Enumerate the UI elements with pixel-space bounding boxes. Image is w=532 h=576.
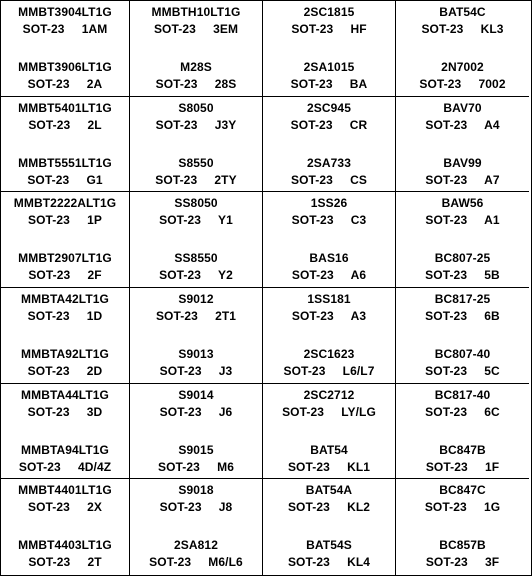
package-marking: [130, 21, 262, 38]
part-entry: [263, 291, 395, 325]
package-type: SOT-23: [22, 22, 65, 36]
package-type: SOT-23: [159, 268, 202, 283]
table-cell: [130, 479, 263, 575]
part-entry: [263, 100, 395, 134]
marking-code: 1F: [484, 459, 500, 474]
table-cell: [396, 97, 529, 193]
part-entry: [130, 155, 262, 189]
package-type: SOT-23: [425, 555, 468, 570]
marking-code: 2A: [86, 77, 103, 91]
package-marking: [263, 21, 395, 38]
package-type: SOT-23: [287, 555, 330, 570]
package-marking: [396, 363, 529, 380]
package-marking: [1, 459, 129, 476]
marking-code: 7002: [478, 77, 506, 91]
part-entry: [396, 100, 529, 134]
part-number: 2SA812: [174, 538, 218, 553]
table-cell: [396, 288, 529, 384]
table-cell: [130, 192, 263, 288]
package-type: SOT-23: [27, 77, 70, 91]
package-type: SOT-23: [27, 404, 70, 419]
package-marking: [1, 404, 129, 421]
package-type: SOT-23: [28, 555, 71, 570]
part-entry: [1, 59, 129, 93]
package-marking: [263, 172, 395, 189]
table-cell: [1, 97, 130, 193]
table-cell: [130, 1, 263, 97]
part-entry: [396, 291, 529, 325]
package-marking: [396, 308, 529, 325]
part-number: 2SA1015: [303, 60, 355, 74]
package-type: SOT-23: [18, 459, 61, 474]
part-entry: [130, 195, 262, 229]
part-entry: [1, 195, 129, 229]
part-number: S9012: [178, 291, 214, 306]
package-type: SOT-23: [27, 172, 70, 187]
marking-code: 2D: [86, 363, 103, 378]
package-marking: [263, 267, 395, 284]
package-type: SOT-23: [159, 404, 202, 419]
marking-code: 2T: [87, 555, 102, 570]
package-type: SOT-23: [282, 404, 325, 419]
part-number: 2N7002: [441, 60, 484, 74]
package-type: SOT-23: [287, 500, 330, 515]
package-marking: [263, 554, 395, 571]
package-type: SOT-23: [290, 77, 333, 91]
table-cell: [263, 479, 396, 575]
part-number: MMBT4401LT1G: [18, 483, 112, 498]
package-marking: [1, 554, 129, 571]
part-number: 2SC1623: [303, 346, 355, 361]
package-marking: [263, 117, 395, 134]
part-number: MMBTA94LT1G: [21, 442, 109, 457]
part-number: BAS16: [309, 251, 349, 266]
part-number: SS8550: [174, 251, 218, 266]
table-cell: [1, 1, 130, 97]
marking-code: 1P: [87, 213, 102, 228]
part-entry: [130, 291, 262, 325]
marking-code: G1: [86, 172, 103, 187]
part-entry: [263, 195, 395, 229]
part-number: BC847C: [439, 483, 486, 498]
marking-code: A3: [350, 308, 367, 323]
part-number: MMBT3904LT1G: [18, 5, 112, 19]
package-type: SOT-23: [424, 500, 467, 515]
marking-code: CR: [349, 117, 368, 132]
marking-code: 1AM: [81, 22, 108, 36]
table-cell: [263, 192, 396, 288]
part-entry: [130, 442, 262, 476]
part-number: 2SC1815: [303, 5, 355, 19]
part-number: S9015: [178, 442, 214, 457]
package-marking: [396, 267, 529, 284]
part-entry: [263, 155, 395, 189]
table-cell: [396, 479, 529, 575]
part-number: BAT54S: [306, 538, 352, 553]
marking-code: A6: [350, 268, 367, 283]
part-number: BAV70: [443, 100, 482, 115]
marking-code: 3F: [484, 555, 500, 570]
package-marking: [130, 172, 262, 189]
package-type: SOT-23: [158, 459, 200, 474]
part-number: SS8050: [174, 196, 218, 211]
marking-code: J8: [218, 500, 233, 515]
table-cell: [396, 192, 529, 288]
part-number: MMBTA44LT1G: [21, 387, 109, 402]
package-marking: [130, 267, 262, 284]
marking-code: L6/L7: [342, 363, 375, 378]
marking-code: A1: [484, 213, 500, 228]
package-type: SOT-23: [290, 117, 333, 132]
package-type: SOT-23: [287, 459, 330, 474]
table-cell: [263, 288, 396, 384]
marking-code: KL4: [347, 555, 371, 570]
marking-code: M6: [217, 459, 234, 474]
part-number: MMBT5401LT1G: [18, 100, 112, 115]
package-type: SOT-23: [153, 22, 196, 36]
package-type: SOT-23: [291, 308, 334, 323]
package-marking: [263, 363, 395, 380]
package-type: SOT-23: [27, 213, 70, 228]
marking-code: 3D: [86, 404, 103, 419]
package-type: SOT-23: [155, 117, 198, 132]
package-marking: [396, 459, 529, 476]
package-type: SOT-23: [27, 363, 70, 378]
package-type: SOT-23: [291, 22, 334, 36]
package-type: SOT-23: [28, 117, 71, 132]
part-entry: [1, 100, 129, 134]
table-cell: [396, 1, 529, 97]
part-number: MMBTA42LT1G: [21, 291, 109, 306]
package-type: SOT-23: [291, 172, 333, 187]
table-cell: [263, 384, 396, 480]
marking-code: KL2: [347, 500, 371, 515]
package-marking: [130, 404, 262, 421]
package-type: SOT-23: [425, 213, 468, 228]
package-marking: [1, 21, 129, 38]
package-marking: [130, 308, 262, 325]
table-cell: [1, 384, 130, 480]
package-type: SOT-23: [159, 500, 202, 515]
package-marking: [263, 499, 395, 516]
table-cell: [263, 97, 396, 193]
part-number: 2SC2712: [303, 387, 355, 402]
marking-code: A7: [484, 172, 500, 187]
package-marking: [1, 363, 129, 380]
part-entry: [130, 346, 262, 380]
marking-code: CS: [350, 172, 367, 187]
marking-code: LY/LG: [341, 404, 376, 419]
marking-code: 4D/4Z: [77, 459, 112, 474]
part-entry: [396, 537, 529, 571]
marking-code: J3Y: [214, 117, 237, 132]
part-entry: [396, 482, 529, 516]
part-entry: [263, 537, 395, 571]
package-marking: [396, 76, 529, 93]
package-type: SOT-23: [159, 363, 202, 378]
package-type: SOT-23: [425, 268, 468, 283]
part-entry: [1, 155, 129, 189]
part-entry: [396, 442, 529, 476]
marking-code: 2T1: [215, 308, 237, 323]
part-entry: [396, 155, 529, 189]
marking-code: Y1: [218, 213, 233, 228]
package-marking: [130, 554, 262, 571]
package-marking: [263, 212, 395, 229]
marking-code: 28S: [214, 77, 237, 91]
marking-code: 6B: [484, 308, 500, 323]
part-number: BAT54A: [305, 483, 353, 498]
package-marking: [1, 267, 129, 284]
part-number: BAT54C: [439, 5, 486, 19]
part-entry: [130, 537, 262, 571]
marking-code: BA: [349, 77, 368, 91]
package-marking: [396, 172, 529, 189]
marking-code: 2TY: [214, 172, 237, 187]
part-number: BC857B: [439, 538, 486, 553]
part-number: 1SS181: [307, 291, 351, 306]
part-entry: [396, 346, 529, 380]
package-marking: [1, 76, 129, 93]
package-marking: [130, 499, 262, 516]
part-entry: [263, 482, 395, 516]
part-entry: [1, 291, 129, 325]
part-entry: [130, 387, 262, 421]
part-number: BC817-25: [434, 291, 491, 306]
part-number: S9014: [178, 387, 214, 402]
package-type: SOT-23: [283, 363, 326, 378]
marking-code: J6: [218, 404, 233, 419]
part-number: MMBTA92LT1G: [21, 346, 109, 361]
package-type: SOT-23: [155, 77, 198, 91]
part-entry: [263, 346, 395, 380]
part-entry: [263, 59, 395, 93]
part-entry: [1, 387, 129, 421]
marking-code: 6C: [484, 404, 500, 419]
table-cell: [130, 288, 263, 384]
part-entry: [130, 482, 262, 516]
table-cell: [263, 1, 396, 97]
part-number: MMBT2222ALT1G: [13, 196, 117, 211]
marking-code: KL3: [480, 22, 504, 36]
part-number: BAW56: [441, 196, 484, 211]
package-marking: [396, 404, 529, 421]
part-entry: [130, 4, 262, 38]
part-number: BAV99: [443, 155, 482, 170]
part-number: BAT54: [310, 442, 348, 457]
package-marking: [130, 117, 262, 134]
package-type: SOT-23: [291, 213, 334, 228]
part-entry: [396, 59, 529, 93]
marking-code: M6/L6: [208, 555, 243, 570]
package-type: SOT-23: [149, 555, 192, 570]
part-entry: [130, 59, 262, 93]
table-cell: [1, 288, 130, 384]
part-number: BC807-40: [434, 346, 491, 361]
package-marking: [130, 212, 262, 229]
package-type: SOT-23: [425, 363, 468, 378]
table-cell: [1, 479, 130, 575]
package-marking: [263, 76, 395, 93]
package-marking: [130, 76, 262, 93]
part-number: BC817-40: [434, 387, 491, 402]
package-marking: [396, 21, 529, 38]
part-number: MMBT3906LT1G: [18, 60, 112, 74]
part-entry: [396, 195, 529, 229]
marking-code: 2L: [87, 117, 102, 132]
marking-code: 5C: [484, 363, 500, 378]
package-type: SOT-23: [421, 22, 464, 36]
marking-code: Y2: [218, 268, 233, 283]
package-type: SOT-23: [28, 268, 71, 283]
part-entry: [1, 482, 129, 516]
part-entry: [1, 346, 129, 380]
package-marking: [263, 308, 395, 325]
part-entry: [130, 100, 262, 134]
package-type: SOT-23: [425, 308, 468, 323]
part-number: M28S: [180, 60, 212, 74]
part-entry: [396, 4, 529, 38]
package-marking: [396, 117, 529, 134]
marking-code: 1D: [86, 308, 103, 323]
package-marking: [396, 554, 529, 571]
package-type: SOT-23: [155, 308, 198, 323]
part-number: BC847B: [439, 442, 486, 457]
package-marking: [396, 499, 529, 516]
part-number: 2SA733: [307, 155, 351, 170]
marking-code: 5B: [484, 268, 500, 283]
marking-code: A4: [484, 117, 500, 132]
package-marking: [263, 404, 395, 421]
marking-code: HF: [350, 22, 367, 36]
part-number: S9018: [178, 483, 214, 498]
part-number: MMBTH10LT1G: [151, 5, 241, 19]
package-marking: [1, 499, 129, 516]
part-entry: [396, 250, 529, 284]
part-number: 1SS26: [310, 196, 348, 211]
part-entry: [1, 537, 129, 571]
package-marking: [1, 308, 129, 325]
part-entry: [396, 387, 529, 421]
part-number: S8050: [178, 100, 214, 115]
table-cell: [396, 384, 529, 480]
package-type: SOT-23: [27, 308, 70, 323]
package-marking: [1, 172, 129, 189]
part-number: 2SC945: [307, 100, 351, 115]
package-marking: [130, 363, 262, 380]
part-entry: [263, 4, 395, 38]
package-type: SOT-23: [291, 268, 334, 283]
part-number: S8550: [178, 155, 214, 170]
part-entry: [263, 442, 395, 476]
package-type: SOT-23: [425, 117, 468, 132]
part-number: MMBT4403LT1G: [18, 538, 112, 553]
package-type: SOT-23: [155, 172, 198, 187]
marking-code: 3EM: [213, 22, 239, 36]
marking-code: C3: [350, 213, 367, 228]
table-cell: [130, 384, 263, 480]
package-type: SOT-23: [425, 172, 468, 187]
part-number: MMBT2907LT1G: [18, 251, 112, 266]
table-cell: [130, 97, 263, 193]
part-entry: [263, 250, 395, 284]
part-entry: [263, 387, 395, 421]
package-type: SOT-23: [419, 77, 462, 91]
package-marking: [130, 459, 262, 476]
table-cell: [1, 192, 130, 288]
part-number: BC807-25: [434, 251, 491, 266]
marking-code: KL1: [347, 459, 371, 474]
package-marking: [396, 212, 529, 229]
package-marking: [1, 117, 129, 134]
package-type: SOT-23: [159, 213, 202, 228]
part-number: MMBT5551LT1G: [18, 155, 112, 170]
package-type: SOT-23: [425, 459, 468, 474]
package-type: SOT-23: [27, 500, 70, 515]
part-number: S9013: [178, 346, 214, 361]
marking-code: 1G: [483, 500, 501, 515]
part-entry: [1, 4, 129, 38]
package-marking: [263, 459, 395, 476]
package-marking: [1, 212, 129, 229]
part-entry: [130, 250, 262, 284]
package-type: SOT-23: [425, 404, 468, 419]
marking-code: 2F: [87, 268, 102, 283]
marking-code: J3: [218, 363, 233, 378]
marking-code: 2X: [87, 500, 102, 515]
part-entry: [1, 442, 129, 476]
part-entry: [1, 250, 129, 284]
